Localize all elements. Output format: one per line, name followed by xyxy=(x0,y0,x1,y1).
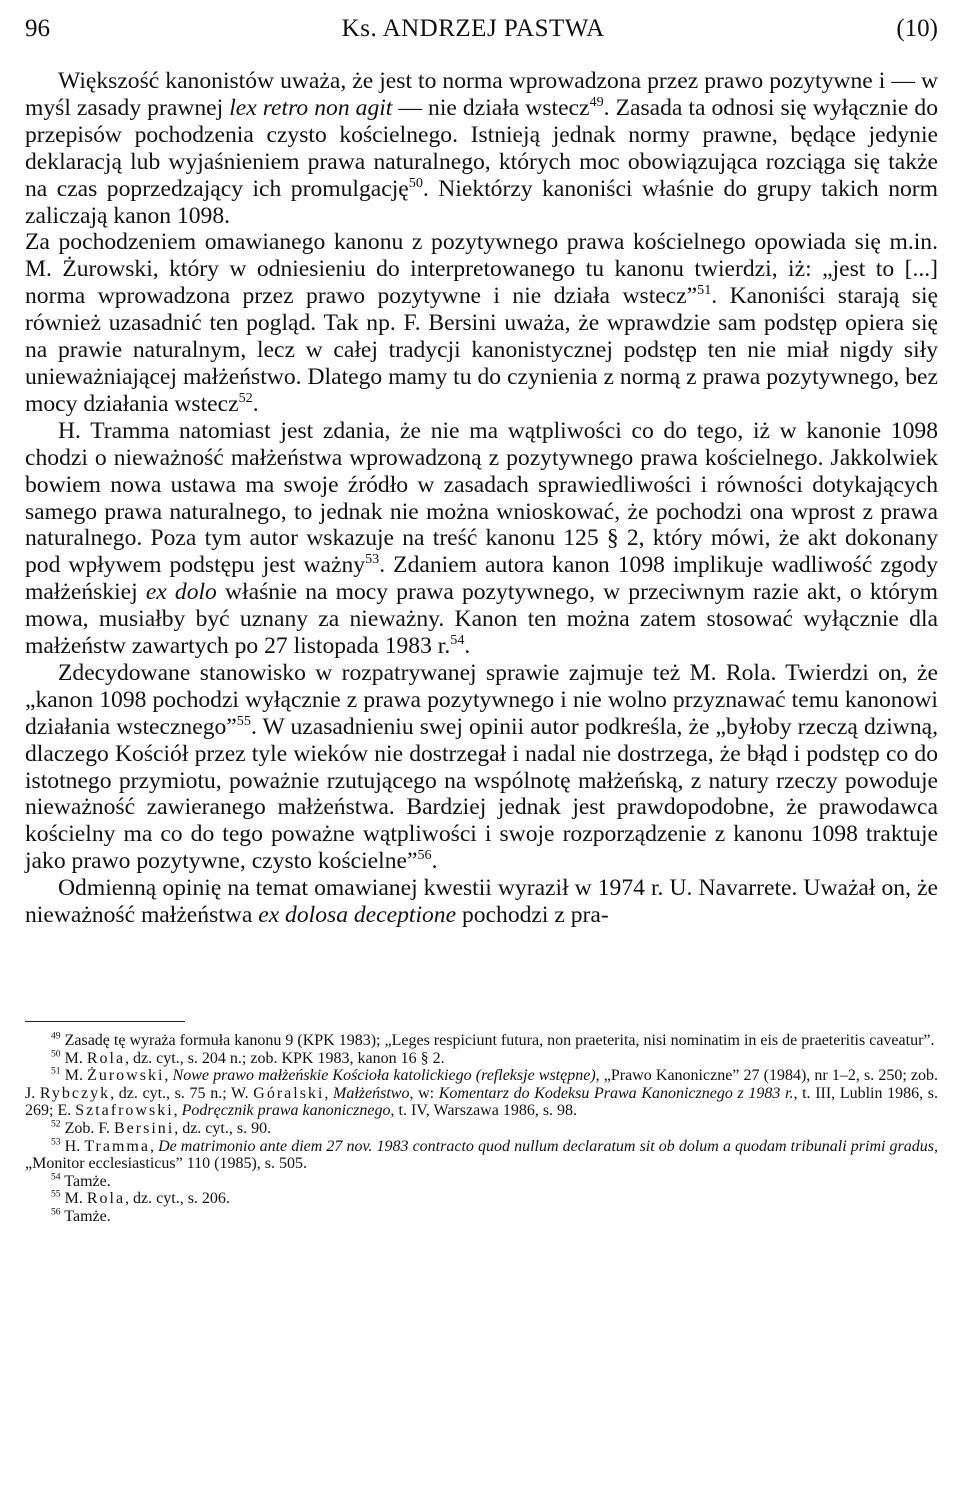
body-paragraph xyxy=(25,660,938,875)
footnote xyxy=(25,1173,938,1191)
italic-text: ex dolo xyxy=(145,579,217,606)
author-name: Rola xyxy=(86,1049,126,1067)
italic-text: Małżeństwo xyxy=(333,1084,410,1102)
footnote xyxy=(25,1067,938,1120)
text-run: , „Prawo Kanoniczne” 27 (1984), nr 1–2, s. 250; zob. J. xyxy=(25,1067,939,1102)
text-run: M. xyxy=(60,1190,87,1208)
italic-text: De matrimonio ante diem 27 nov. 1983 contracto quod nullum declaratum sit ob dolum a quodam tribunali primi gradus xyxy=(158,1137,934,1155)
text-run: . Kanoniści starają się również uzasadnić ten pogląd. Tak np. F. Bersini uważa, że wprawdzie sam podstęp opiera się na prawie naturalnym, lecz w całej tradycji kanonistycznej podstęp ten nie miał nigdy siły unieważniającej małżeństwo. Dlatego mamy tu do czynienia z normą z prawa pozytywnego, bez mocy działania wstecz xyxy=(25,283,938,417)
main-text xyxy=(25,68,938,929)
text-run: H. xyxy=(60,1137,85,1155)
text-run: , dz. cyt., s. 75 n.; W. xyxy=(110,1084,254,1102)
footnote-marker: 53 xyxy=(365,551,380,568)
footnote-marker: 55 xyxy=(51,1189,61,1201)
author-name: Żurowski xyxy=(87,1067,165,1085)
text-run: właśnie na mocy prawa pozytywnego, w przeciwnym razie akt, o którym mowa, musiałby być uznany za nieważny. Kanon ten można zatem stosować wyłącznie dla małżeństw zawartych po 27 listopada 1983 r. xyxy=(25,579,938,660)
text-run: , xyxy=(173,1102,182,1120)
author-name: Sztafrowski xyxy=(75,1102,174,1120)
running-header xyxy=(25,12,938,46)
body-paragraph xyxy=(25,229,938,417)
footnote-marker: 50 xyxy=(408,174,423,191)
footnote xyxy=(25,1120,938,1138)
author-name: Rybczyk xyxy=(39,1084,111,1102)
author-name: Tramma xyxy=(84,1137,150,1155)
footnote-marker: 49 xyxy=(589,94,604,111)
footnote-marker: 56 xyxy=(417,847,432,864)
text-run: — nie działa wstecz xyxy=(392,94,590,121)
footnote xyxy=(25,1032,938,1050)
text-run: Za pochodzeniem omawianego kanonu z pozytywnego prawa kościelnego opowiada się m.in. M. Żurowski, który w odniesieniu do interpretowanego tu kanonu twierdzi, iż: „jest to [...] norma wprowadzona przez prawo pozytywne i nie działa wstecz” xyxy=(25,229,938,310)
author-name: Rola xyxy=(86,1190,126,1208)
footnote-marker: 54 xyxy=(450,632,465,649)
chapter-number: (10) xyxy=(896,15,938,42)
text-run: M. xyxy=(60,1067,88,1085)
text-run: . Zdaniem autora kanon 1098 implikuje wadliwość zgody małżeńskiej xyxy=(25,552,938,606)
italic-text: lex retro non agit xyxy=(229,94,393,121)
footnote xyxy=(25,1050,938,1068)
text-run: , t. IV, Warszawa 1986, s. 98. xyxy=(390,1102,578,1120)
footnote-marker: 51 xyxy=(51,1065,61,1077)
footnote xyxy=(25,1208,938,1226)
body-paragraph xyxy=(25,418,938,660)
text-run: pochodzi z pra- xyxy=(456,902,609,929)
author-name: Bersini xyxy=(113,1119,175,1137)
footnote-marker: 55 xyxy=(236,712,251,729)
text-run: . W uzasadnieniu swej opinii autor podkreśla, że „byłoby rzeczą dziwną, dlaczego Kościół przez tyle wieków nie dostrzegał i nadal nie dostrzega, że błąd i podstęp co do istotnego przymiotu, poważnie rzutującego na wspólnotę małżeńską, z natury rzeczy powoduje nieważność zawieranego małżeństwa. Bardziej jednak jest prawdopodobne, że prawodawca kościelny ma co do tego poważne wątpliwości i swoje rozporządzenie z kanonu 1098 traktuje jako prawo pozytywne, czysto kościelne” xyxy=(25,713,938,875)
text-run: . xyxy=(431,848,438,875)
footnote-marker: 53 xyxy=(51,1136,61,1148)
text-run: Tamże. xyxy=(60,1207,111,1225)
author-name: Góralski xyxy=(253,1084,325,1102)
footnotes xyxy=(25,1032,938,1226)
text-run: , „Monitor ecclesiasticus” 110 (1985), s. 505. xyxy=(25,1137,938,1173)
text-run: , dz. cyt., s. 204 n.; zob. KPK 1983, kanon 16 § 2. xyxy=(125,1049,445,1067)
text-run: , t. III, Lublin 1986, s. 269; E. xyxy=(25,1084,938,1120)
italic-text: Komentarz do Kodeksu Prawa Kanonicznego z 1983 r. xyxy=(438,1084,794,1102)
text-run: M. xyxy=(60,1049,87,1067)
text-run: H. Tramma natomiast jest zdania, że nie ma wątpliwości co do tego, iż w kanonie 1098 chodzi o nieważność małżeństwa wprowadzoną z pozytywnego prawa kościelnego. Jakkolwiek bowiem nowa ustawa ma swoje źródło w zasadach sprawiedliwości i równości dotykających samego prawa naturalnego, to jednak nie można wnioskować, że pochodzi ona wprost z prawa naturalnego. Poza tym autor wskazuje na treść kanonu 125 § 2, który mówi, że akt dokonany pod wpływem podstępu jest ważny xyxy=(25,417,938,579)
text-run: . Zasada ta odnosi się wyłącznie do przepisów pochodzenia czysto kościelnego. Istnieją jednak normy prawne, będące jedynie deklaracją lub wyjaśnieniem prawa naturalnego, których moc obowiązująca rozciąga się także na czas poprzedzający ich promulgację xyxy=(25,94,938,202)
text-run: . Niektórzy kanoniści właśnie do grupy takich norm zaliczają kanon 1098. xyxy=(25,175,938,229)
text-run: Tamże. xyxy=(60,1172,111,1190)
footnote-marker: 52 xyxy=(238,390,253,407)
footnote-marker: 49 xyxy=(51,1030,61,1042)
footnote-rule xyxy=(25,1021,185,1022)
footnote-marker: 51 xyxy=(697,282,712,299)
text-run: , xyxy=(324,1084,334,1102)
text-run: , xyxy=(164,1067,173,1085)
text-run: Zob. F. xyxy=(60,1119,114,1137)
body-paragraph xyxy=(25,68,938,229)
text-run: , dz. cyt., s. 90. xyxy=(174,1119,272,1137)
footnote-marker: 56 xyxy=(51,1206,61,1218)
text-run: Większość kanonistów uważa, że jest to norma wprowadzona przez prawo pozytywne i — w myśl zasady prawnej xyxy=(25,68,938,121)
text-run: . xyxy=(464,633,471,660)
footnote xyxy=(25,1190,938,1208)
italic-text: Nowe prawo małżeńskie Kościoła katolickiego (refleksje wstępne) xyxy=(172,1067,596,1085)
text-run: , w: xyxy=(409,1084,439,1102)
body-paragraph xyxy=(25,875,938,929)
text-run: , dz. cyt., s. 206. xyxy=(125,1190,230,1208)
running-title: Ks. ANDRZEJ PASTWA xyxy=(341,15,605,42)
footnote-marker: 50 xyxy=(51,1048,61,1060)
italic-text: ex dolosa deceptione xyxy=(258,902,457,929)
text-run: Zasadę tę wyraża formuła kanonu 9 (KPK 1983); „Leges respiciunt futura, non praeterita, nisi nominatim in eis de praeteritis caveatur”. xyxy=(60,1032,935,1049)
text-run: Odmienną opinię na temat omawianej kwestii wyraził w 1974 r. U. Navarrete. Uważał on, że nieważność małżeństwa xyxy=(25,875,938,929)
italic-text: Podręcznik prawa kanonicznego xyxy=(181,1102,391,1120)
footnote xyxy=(25,1138,938,1173)
text-run: . xyxy=(252,390,259,417)
footnote-marker: 54 xyxy=(51,1171,61,1183)
page-number: 96 xyxy=(25,15,50,42)
text-run: , xyxy=(149,1137,159,1155)
text-run: Zdecydowane stanowisko w rozpatrywanej sprawie zajmuje też M. Rola. Twierdzi on, że „kanon 1098 pochodzi wyłącznie z prawa pozytywnego i nie wolno przyznawać temu kanonowi działania wstecznego” xyxy=(25,659,938,740)
footnote-marker: 52 xyxy=(51,1118,61,1130)
